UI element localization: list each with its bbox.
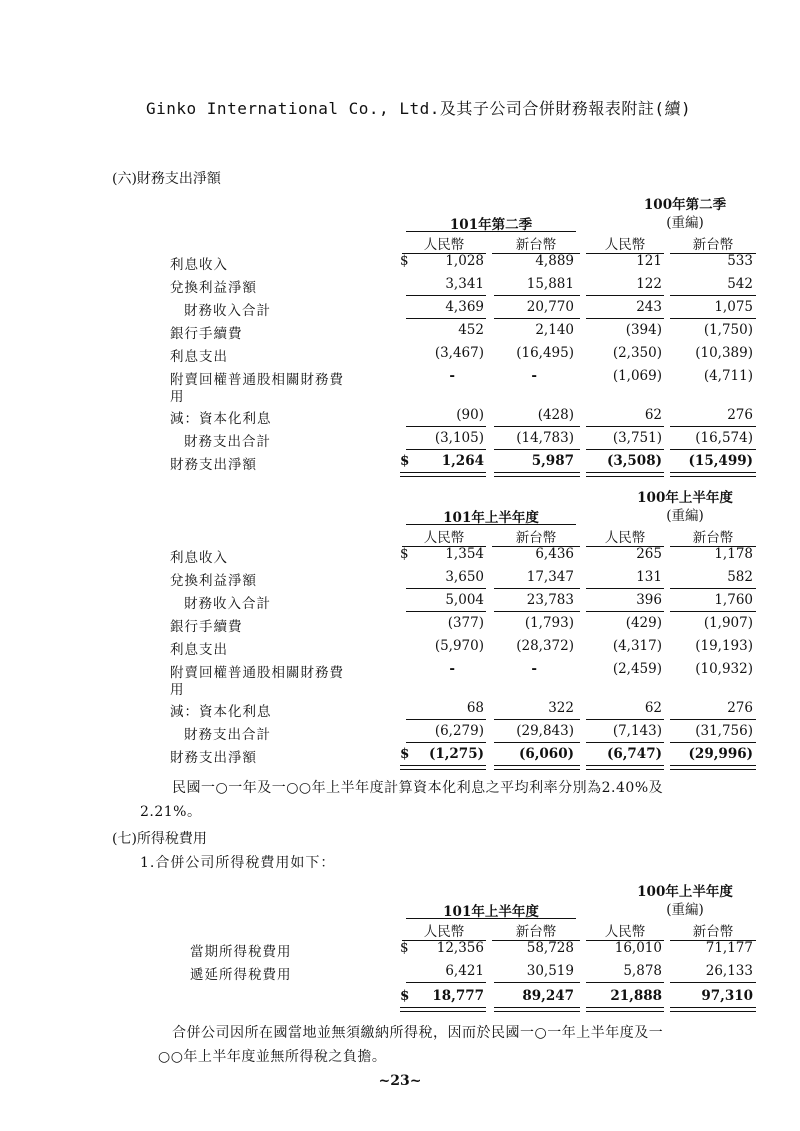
cell-value: 1,760 bbox=[714, 592, 753, 608]
group-underline bbox=[406, 524, 576, 525]
row-label: 財務收入合計 bbox=[184, 596, 271, 612]
currency-sign: $ bbox=[400, 988, 410, 1004]
total-double-line bbox=[670, 472, 756, 477]
interest-rate-note-line2: 2.21%。 bbox=[140, 804, 202, 820]
group-header-restated: (重編) bbox=[666, 215, 704, 231]
cell-value: 1,075 bbox=[714, 299, 753, 315]
cell-value: 3,341 bbox=[445, 276, 484, 292]
total-double-line bbox=[400, 472, 486, 477]
group-header-restated: (重編) bbox=[666, 902, 704, 918]
cell-value: (19,193) bbox=[695, 638, 753, 654]
cell-value: (428) bbox=[537, 407, 574, 423]
subtotal-line bbox=[406, 588, 486, 589]
subtotal-line bbox=[670, 295, 756, 296]
total-double-line bbox=[400, 765, 486, 770]
group-header-prior: 100年上半年度 bbox=[637, 490, 733, 506]
cell-value: (16,574) bbox=[695, 430, 753, 446]
col-header-rmb: 人民幣 bbox=[402, 233, 486, 254]
subtotal-line bbox=[670, 318, 756, 319]
currency-sign: $ bbox=[400, 453, 410, 469]
subtotal-line bbox=[406, 742, 486, 743]
subtotal-line bbox=[406, 449, 486, 450]
cell-value: - bbox=[449, 368, 455, 384]
cell-value: (4,711) bbox=[703, 368, 753, 384]
group-header-prior: 100年第二季 bbox=[643, 197, 727, 213]
subtotal-line bbox=[406, 982, 486, 983]
cell-value: 18,777 bbox=[432, 988, 484, 1004]
col-header-twd: 新台幣 bbox=[670, 920, 756, 941]
cell-value: 30,519 bbox=[526, 963, 574, 979]
cell-value: 1,178 bbox=[714, 546, 753, 562]
subtotal-line bbox=[670, 426, 756, 427]
col-header-rmb: 人民幣 bbox=[402, 920, 486, 941]
row-label: 減：資本化利息 bbox=[170, 411, 272, 427]
subtotal-line bbox=[670, 742, 756, 743]
row-label-continued: 用 bbox=[170, 389, 185, 405]
section-7-subheading: 1.合併公司所得稅費用如下： bbox=[140, 855, 336, 871]
subtotal-line bbox=[406, 611, 486, 612]
col-header-twd: 新台幣 bbox=[492, 920, 580, 941]
cell-value: 71,177 bbox=[705, 940, 753, 956]
cell-value: 542 bbox=[727, 276, 753, 292]
cell-value: (3,751) bbox=[612, 430, 662, 446]
cell-value: (394) bbox=[625, 322, 662, 338]
row-label: 財務支出合計 bbox=[184, 727, 271, 743]
cell-value: 4,889 bbox=[535, 253, 574, 269]
cell-value: 15,881 bbox=[526, 276, 574, 292]
row-label: 附賣回權普通股相關財務費 bbox=[170, 372, 344, 388]
cell-value: 62 bbox=[644, 700, 662, 716]
row-label: 當期所得稅費用 bbox=[190, 944, 292, 960]
currency-sign: $ bbox=[400, 253, 409, 269]
cell-value: 582 bbox=[727, 569, 753, 585]
total-double-line bbox=[586, 1007, 664, 1012]
total-double-line bbox=[494, 1007, 580, 1012]
cell-value: 122 bbox=[636, 276, 662, 292]
row-label: 利息支出 bbox=[170, 349, 228, 365]
cell-value: 6,436 bbox=[535, 546, 574, 562]
subtotal-line bbox=[586, 426, 664, 427]
cell-value: 89,247 bbox=[522, 988, 574, 1004]
row-label: 財務支出淨額 bbox=[170, 457, 257, 473]
cell-value: (4,317) bbox=[612, 638, 662, 654]
col-header-twd: 新台幣 bbox=[670, 233, 756, 254]
cell-value: 533 bbox=[727, 253, 753, 269]
cell-value: - bbox=[531, 368, 537, 384]
subtotal-line bbox=[494, 611, 580, 612]
row-label: 財務支出合計 bbox=[184, 434, 271, 450]
subtotal-line bbox=[406, 295, 486, 296]
interest-rate-note-line1: 民國一○一年及一○○年上半年度計算資本化利息之平均利率分別為2.40%及 bbox=[172, 780, 664, 796]
subtotal-line bbox=[494, 719, 580, 720]
row-label: 遞延所得稅費用 bbox=[190, 967, 292, 983]
cell-value: 3,650 bbox=[445, 569, 484, 585]
cell-value: 1,264 bbox=[441, 453, 484, 469]
cell-value: 26,133 bbox=[705, 963, 753, 979]
cell-value: 12,356 bbox=[436, 940, 484, 956]
subtotal-line bbox=[586, 318, 664, 319]
total-double-line bbox=[586, 472, 664, 477]
cell-value: 452 bbox=[458, 322, 484, 338]
cell-value: 58,728 bbox=[526, 940, 574, 956]
row-label: 兌換利益淨額 bbox=[170, 573, 257, 589]
page-number: ~23~ bbox=[378, 1073, 422, 1089]
cell-value: 68 bbox=[466, 700, 484, 716]
section-7-heading: (七)所得稅費用 bbox=[112, 831, 207, 847]
cell-value: (3,105) bbox=[434, 430, 484, 446]
currency-sign: $ bbox=[400, 546, 409, 562]
cell-value: (5,970) bbox=[434, 638, 484, 654]
cell-value: 276 bbox=[727, 407, 753, 423]
cell-value: (29,996) bbox=[688, 746, 753, 762]
cell-value: 5,004 bbox=[445, 592, 484, 608]
row-label: 財務支出淨額 bbox=[170, 750, 257, 766]
cell-value: 17,347 bbox=[526, 569, 574, 585]
total-double-line bbox=[586, 765, 664, 770]
group-underline bbox=[406, 918, 576, 919]
cell-value: (3,467) bbox=[434, 345, 484, 361]
cell-value: (14,783) bbox=[516, 430, 574, 446]
cell-value: 23,783 bbox=[526, 592, 574, 608]
page-title: Ginko International Co., Ltd.及其子公司合併財務報表附註(續) bbox=[146, 99, 692, 118]
cell-value: (16,495) bbox=[516, 345, 574, 361]
row-label: 兌換利益淨額 bbox=[170, 280, 257, 296]
subtotal-line bbox=[494, 588, 580, 589]
cell-value: 5,878 bbox=[623, 963, 662, 979]
group-header-restated: (重編) bbox=[666, 508, 704, 524]
cell-value: (429) bbox=[625, 615, 662, 631]
subtotal-line bbox=[406, 719, 486, 720]
cell-value: (10,932) bbox=[695, 661, 753, 677]
row-label: 利息收入 bbox=[170, 257, 228, 273]
col-header-twd: 新台幣 bbox=[670, 526, 756, 547]
row-label: 銀行手續費 bbox=[170, 326, 243, 342]
cell-value: (6,279) bbox=[434, 723, 484, 739]
row-label: 利息支出 bbox=[170, 642, 228, 658]
row-label: 減：資本化利息 bbox=[170, 704, 272, 720]
subtotal-line bbox=[494, 982, 580, 983]
cell-value: (3,508) bbox=[606, 453, 662, 469]
subtotal-line bbox=[670, 611, 756, 612]
income-tax-note-line1: 合併公司因所在國當地並無須繳納所得稅，因而於民國一○一年上半年度及一 bbox=[172, 1025, 664, 1041]
total-double-line bbox=[670, 765, 756, 770]
cell-value: (31,756) bbox=[695, 723, 753, 739]
cell-value: (90) bbox=[456, 407, 484, 423]
cell-value: 265 bbox=[636, 546, 662, 562]
col-header-rmb: 人民幣 bbox=[586, 920, 664, 941]
subtotal-line bbox=[494, 295, 580, 296]
total-double-line bbox=[494, 765, 580, 770]
col-header-twd: 新台幣 bbox=[492, 233, 580, 254]
cell-value: 1,028 bbox=[445, 253, 484, 269]
group-header-current: 101年上半年度 bbox=[443, 904, 539, 920]
currency-sign: $ bbox=[400, 940, 409, 956]
group-underline bbox=[406, 231, 576, 232]
cell-value: 6,421 bbox=[445, 963, 484, 979]
subtotal-line bbox=[586, 742, 664, 743]
cell-value: (1,069) bbox=[612, 368, 662, 384]
subtotal-line bbox=[406, 318, 486, 319]
cell-value: (10,389) bbox=[695, 345, 753, 361]
cell-value: 131 bbox=[636, 569, 662, 585]
cell-value: (6,060) bbox=[518, 746, 574, 762]
row-label: 附賣回權普通股相關財務費 bbox=[170, 665, 344, 681]
cell-value: (7,143) bbox=[612, 723, 662, 739]
cell-value: (1,275) bbox=[428, 746, 484, 762]
cell-value: 20,770 bbox=[526, 299, 574, 315]
subtotal-line bbox=[586, 295, 664, 296]
col-header-rmb: 人民幣 bbox=[402, 526, 486, 547]
cell-value: 5,987 bbox=[531, 453, 574, 469]
row-label: 利息收入 bbox=[170, 550, 228, 566]
cell-value: 97,310 bbox=[701, 988, 753, 1004]
row-label: 財務收入合計 bbox=[184, 303, 271, 319]
col-header-twd: 新台幣 bbox=[492, 526, 580, 547]
group-header-current: 101年上半年度 bbox=[443, 510, 539, 526]
group-header-current: 101年第二季 bbox=[449, 217, 533, 233]
subtotal-line bbox=[494, 742, 580, 743]
cell-value: (6,747) bbox=[606, 746, 662, 762]
cell-value: (1,907) bbox=[703, 615, 753, 631]
subtotal-line bbox=[406, 426, 486, 427]
cell-value: - bbox=[531, 661, 537, 677]
subtotal-line bbox=[494, 449, 580, 450]
currency-sign: $ bbox=[400, 746, 410, 762]
group-header-prior: 100年上半年度 bbox=[637, 884, 733, 900]
subtotal-line bbox=[670, 588, 756, 589]
cell-value: (377) bbox=[447, 615, 484, 631]
cell-value: 2,140 bbox=[535, 322, 574, 338]
subtotal-line bbox=[494, 426, 580, 427]
subtotal-line bbox=[494, 318, 580, 319]
cell-value: 396 bbox=[636, 592, 662, 608]
subtotal-line bbox=[670, 719, 756, 720]
row-label-continued: 用 bbox=[170, 682, 185, 698]
cell-value: (2,350) bbox=[612, 345, 662, 361]
cell-value: (15,499) bbox=[688, 453, 753, 469]
cell-value: 1,354 bbox=[445, 546, 484, 562]
cell-value: 276 bbox=[727, 700, 753, 716]
cell-value: 4,369 bbox=[445, 299, 484, 315]
total-double-line bbox=[670, 1007, 756, 1012]
subtotal-line bbox=[586, 982, 664, 983]
cell-value: 121 bbox=[636, 253, 662, 269]
cell-value: - bbox=[449, 661, 455, 677]
col-header-rmb: 人民幣 bbox=[586, 526, 664, 547]
cell-value: 322 bbox=[548, 700, 574, 716]
cell-value: 243 bbox=[636, 299, 662, 315]
cell-value: (29,843) bbox=[516, 723, 574, 739]
row-label: 銀行手續費 bbox=[170, 619, 243, 635]
subtotal-line bbox=[586, 611, 664, 612]
total-double-line bbox=[400, 1007, 486, 1012]
cell-value: (1,750) bbox=[703, 322, 753, 338]
col-header-rmb: 人民幣 bbox=[586, 233, 664, 254]
income-tax-note-line2: ○○年上半年度並無所得稅之負擔。 bbox=[158, 1049, 387, 1065]
subtotal-line bbox=[586, 449, 664, 450]
section-6-heading: (六)財務支出淨額 bbox=[112, 171, 221, 187]
total-double-line bbox=[494, 472, 580, 477]
subtotal-line bbox=[586, 719, 664, 720]
cell-value: 62 bbox=[644, 407, 662, 423]
cell-value: 16,010 bbox=[614, 940, 662, 956]
subtotal-line bbox=[670, 982, 756, 983]
cell-value: 21,888 bbox=[610, 988, 662, 1004]
subtotal-line bbox=[586, 588, 664, 589]
cell-value: (28,372) bbox=[516, 638, 574, 654]
cell-value: (1,793) bbox=[524, 615, 574, 631]
cell-value: (2,459) bbox=[612, 661, 662, 677]
subtotal-line bbox=[670, 449, 756, 450]
